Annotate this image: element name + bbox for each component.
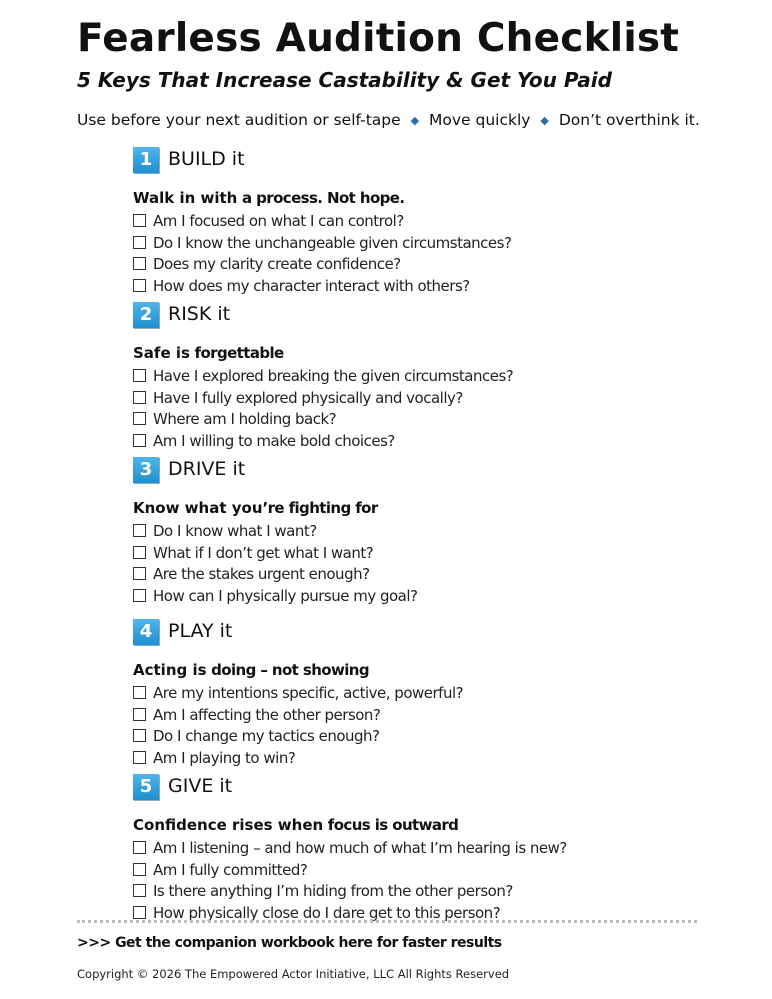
checklist (133, 521, 753, 608)
checklist-item-text: How can I physically pursue my goal? (153, 587, 418, 606)
key-lead (133, 498, 753, 518)
key-header (133, 147, 753, 173)
checklist-item-text: Am I affecting the other person? (153, 705, 381, 724)
key-section-risk (133, 302, 753, 453)
checklist-item[interactable] (133, 860, 753, 882)
key-lead (133, 660, 753, 680)
copyright-notice: Copyright © 2026 The Empowered Actor Initiative, LLC All Rights Reserved (77, 967, 510, 981)
checklist-item-text: Have I fully explored physically and vocally? (153, 388, 463, 407)
checkbox[interactable] (133, 686, 146, 699)
key-name: RISK it (168, 303, 231, 325)
diamond-separator-icon: ◆ (540, 114, 549, 127)
checklist-item-text: Does my clarity create confidence? (153, 255, 401, 274)
checkbox[interactable] (133, 546, 146, 559)
key-number-badge: 4 (133, 619, 159, 645)
intro-part-1: Use before your next audition or self-tape (77, 111, 401, 129)
checklist-item-text: Are the stakes urgent enough? (153, 565, 370, 584)
checklist (133, 366, 753, 453)
key-section-build (133, 147, 753, 298)
key-section-play (133, 619, 753, 770)
key-lead-text: Acting is (133, 661, 207, 679)
checklist-item[interactable] (133, 233, 753, 255)
key-name: GIVE it (168, 775, 233, 797)
key-number-badge: 3 (133, 457, 159, 483)
key-lead-emphasis: doing – not showing (206, 661, 370, 679)
checkbox[interactable] (133, 841, 146, 854)
workbook-link[interactable]: >>> Get the companion workbook here for faster results (77, 935, 502, 951)
checkbox[interactable] (133, 589, 146, 602)
checkbox[interactable] (133, 236, 146, 249)
checkbox[interactable] (133, 214, 146, 227)
key-lead-emphasis: a process. Not hope. (237, 189, 405, 207)
checklist-item[interactable] (133, 705, 753, 727)
checkbox[interactable] (133, 369, 146, 382)
checklist-item[interactable] (133, 683, 753, 705)
checklist-item[interactable] (133, 726, 753, 748)
checklist-item-text: Do I know what I want? (153, 522, 317, 540)
dotted-divider (77, 920, 697, 923)
key-header (133, 774, 753, 800)
page-title: Fearless Audition Checklist (77, 16, 680, 61)
checkbox[interactable] (133, 391, 146, 404)
checkbox[interactable] (133, 906, 146, 919)
checklist-item[interactable] (133, 881, 753, 903)
checkbox[interactable] (133, 884, 146, 897)
key-lead-text: Confidence rises when (133, 816, 324, 834)
checklist-item-text: Am I fully committed? (153, 860, 308, 879)
key-header (133, 457, 753, 483)
checklist-item-text: What if I don’t get what I want? (153, 543, 374, 562)
checklist-item[interactable] (133, 254, 753, 276)
checklist-item-text: Have I explored breaking the given circumstances? (153, 367, 514, 385)
checklist-item[interactable] (133, 564, 753, 586)
checklist-item[interactable] (133, 276, 753, 298)
key-lead-text: Walk in with (133, 189, 238, 207)
checklist-item[interactable] (133, 543, 753, 565)
key-lead (133, 188, 753, 208)
checkbox[interactable] (133, 412, 146, 425)
checklist (133, 683, 753, 770)
checkbox[interactable] (133, 434, 146, 447)
checkbox[interactable] (133, 751, 146, 764)
checklist-item[interactable] (133, 366, 753, 388)
key-lead-emphasis: ’re fighting for (262, 499, 378, 517)
key-lead (133, 343, 753, 363)
checkbox[interactable] (133, 524, 146, 537)
checkbox[interactable] (133, 567, 146, 580)
checkbox[interactable] (133, 729, 146, 742)
checklist (133, 838, 753, 925)
intro-part-3: Don’t overthink it. (558, 111, 700, 129)
checklist-item-text: Where am I holding back? (153, 410, 337, 429)
checkbox[interactable] (133, 863, 146, 876)
page-subtitle: 5 Keys That Increase Castability & Get You Paid (77, 68, 612, 92)
key-name: BUILD it (168, 148, 245, 170)
checklist-item[interactable] (133, 521, 753, 543)
checklist-item-text: Am I focused on what I can control? (153, 212, 404, 230)
key-number-badge: 2 (133, 302, 159, 328)
key-lead (133, 815, 753, 835)
checklist-item-text: Am I listening – and how much of what I’m hearing is new? (153, 839, 567, 857)
checklist-item-text: Are my intentions specific, active, powerful? (153, 684, 464, 702)
checklist-item[interactable] (133, 409, 753, 431)
checklist-item[interactable] (133, 748, 753, 770)
checklist-item[interactable] (133, 586, 753, 608)
checkbox[interactable] (133, 708, 146, 721)
key-lead-emphasis: forgettable (189, 344, 284, 362)
checklist-item[interactable] (133, 838, 753, 860)
key-lead-text: Know what you (133, 499, 263, 517)
checkbox[interactable] (133, 257, 146, 270)
checklist-item-text: How physically close do I dare get to this person? (153, 904, 501, 923)
checklist (133, 211, 753, 298)
key-number-badge: 5 (133, 774, 159, 800)
checklist-item[interactable] (133, 388, 753, 410)
key-lead-emphasis: focus is outward (323, 816, 459, 834)
key-lead-text: Safe is (133, 344, 190, 362)
checklist-item[interactable] (133, 431, 753, 453)
key-number-badge: 1 (133, 147, 159, 173)
intro-part-2: Move quickly (429, 111, 531, 129)
checklist-item-text: Is there anything I’m hiding from the other person? (153, 882, 513, 901)
checklist-item[interactable] (133, 211, 753, 233)
intro-line (77, 111, 700, 129)
key-name: PLAY it (168, 620, 233, 642)
key-name: DRIVE it (168, 458, 246, 480)
checklist-item-text: Do I know the unchangeable given circumstances? (153, 233, 512, 252)
checklist-item-text: Am I playing to win? (153, 749, 296, 768)
key-header (133, 619, 753, 645)
key-section-give (133, 774, 753, 925)
checklist-item-text: How does my character interact with others? (153, 277, 470, 296)
checklist-item-text: Do I change my tactics enough? (153, 727, 380, 746)
key-header (133, 302, 753, 328)
checklist-item-text: Am I willing to make bold choices? (153, 432, 395, 451)
key-section-drive (133, 457, 753, 608)
diamond-separator-icon: ◆ (410, 114, 420, 127)
checkbox[interactable] (133, 279, 146, 292)
